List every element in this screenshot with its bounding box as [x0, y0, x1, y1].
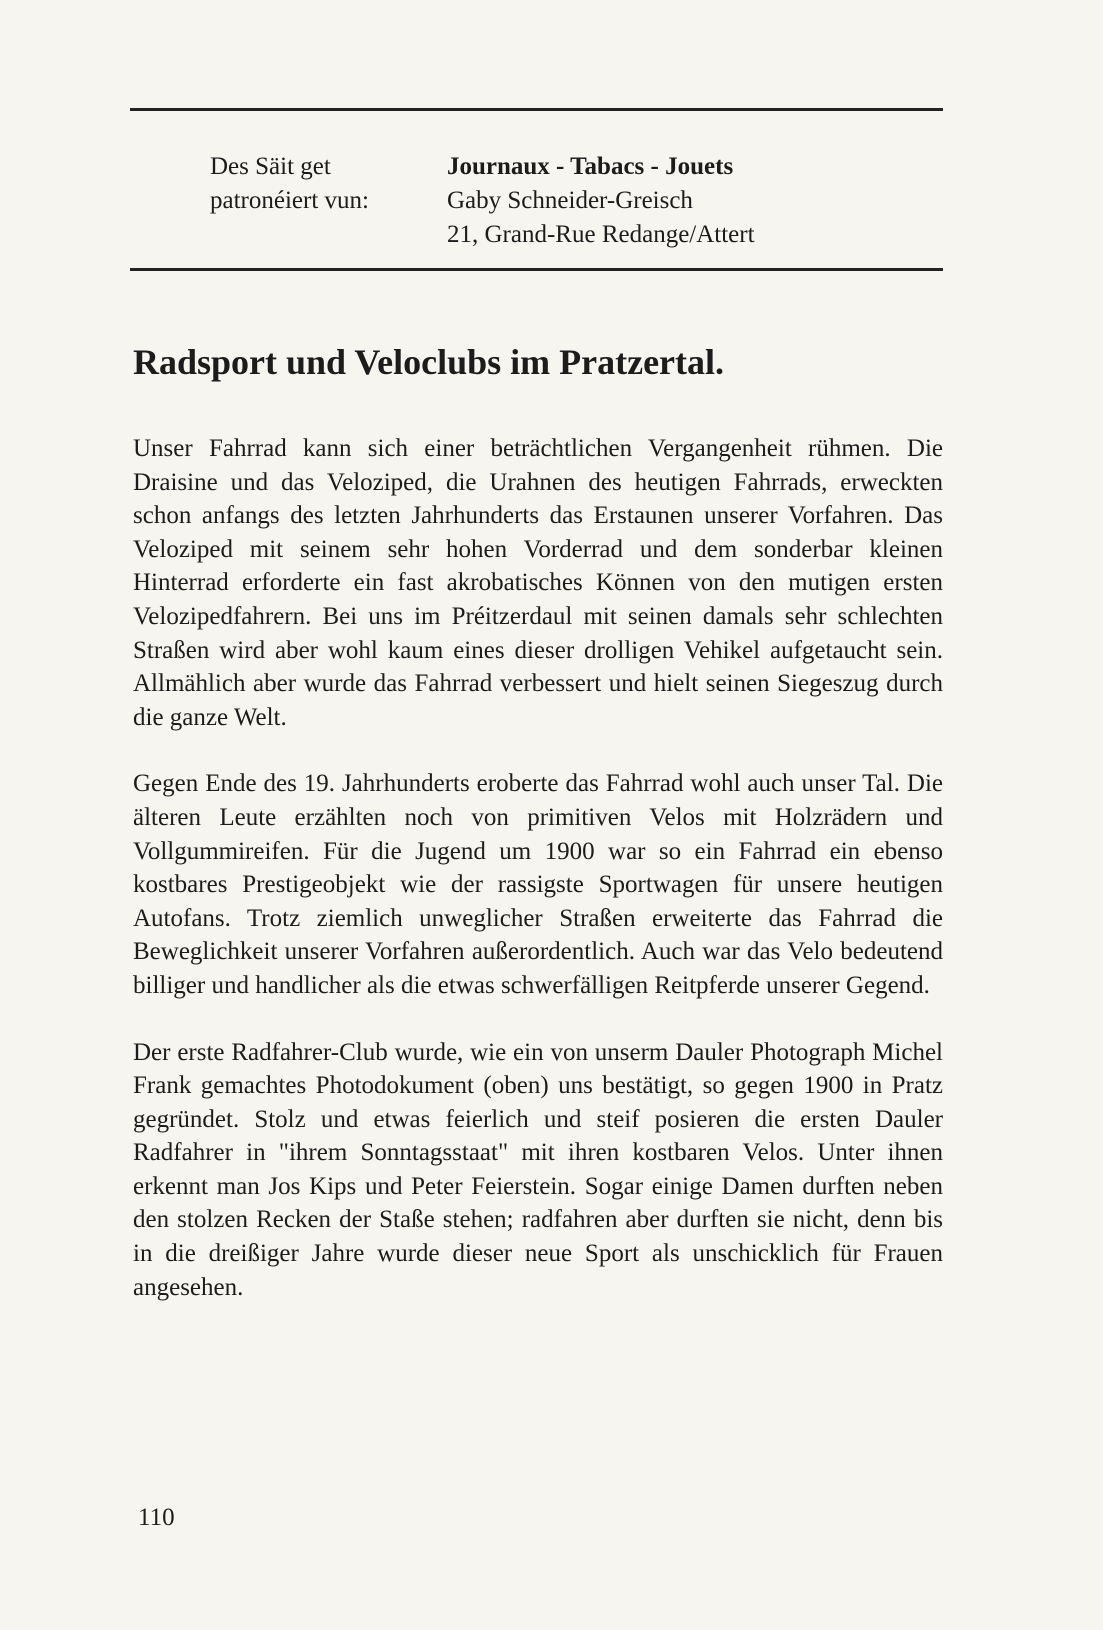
page-number: 110 [138, 1504, 175, 1531]
article-paragraph: Gegen Ende des 19. Jahrhunderts eroberte das Fahrrad wohl auch unser Tal. Die älteren Leute erzählten noch von primitiven Velos mit Holzrädern und Vollgummireifen. Für die Jugend um 1900 war so ein Fahrrad ein ebenso kostbares Prestigeobjekt wie der rassigste Sportwagen für unsere heutigen Autofans. Trotz ziemlich unweglicher Straßen erweiterte das Fahrrad die Beweglichkeit unserer Vorfahren außerordentlich. Auch war das Velo bedeutend billiger und handlicher als die etwas schwerfälligen Reitpferde unserer Gegend. [133, 770, 943, 999]
article-body [133, 432, 943, 1337]
article-title: Radsport und Veloclubs im Pratzertal. [133, 342, 725, 382]
sponsor-address: 21, Grand-Rue Redange/Attert [447, 221, 755, 248]
sponsor-label-line: patronéiert vun: [210, 187, 369, 214]
top-divider [130, 108, 943, 111]
article-paragraph: Unser Fahrrad kann sich einer beträchtlichen Vergangenheit rühmen. Die Draisine und das Veloziped, die Urahnen des heutigen Fahrrads, erweckten schon anfangs des letzten Jahrhunderts das Erstaunen unserer Vorfahren. Das Veloziped mit seinem sehr hohen Vorderrad und dem sonderbar kleinen Hinterrad erforderte ein fast akrobatisches Können von den mutigen ersten Velozipedfahrern. Bei uns im Préitzerdaul mit seinen damals sehr schlechten Straßen wird aber wohl kaum eines dieser drolligen Vehikel aufgetaucht sein. Allmählich aber wurde das Fahrrad verbessert und hielt seinen Siegeszug durch die ganze Welt. [133, 435, 943, 731]
sponsor-label-line: Des Säit get [210, 153, 331, 180]
sponsor-info [447, 150, 927, 252]
bottom-divider [130, 268, 943, 271]
sponsor-label [210, 150, 430, 218]
sponsor-business: Journaux - Tabacs - Jouets [447, 153, 734, 180]
article-paragraph: Der erste Radfahrer-Club wurde, wie ein von unserm Dauler Photograph Michel Frank gemachtes Photodokument (oben) uns bestätigt, so gegen 1900 in Pratz gegründet. Stolz und etwas feierlich und steif posieren die ersten Dauler Radfahrer in "ihrem Sonntagsstaat" mit ihren kostbaren Velos. Unter ihnen erkennt man Jos Kips und Peter Feierstein. Sogar einige Damen durften neben den stolzen Recken der Staße stehen; radfahren aber durften sie nicht, denn bis in die dreißiger Jahre wurde dieser neue Sport als unschicklich für Frauen angesehen. [133, 1038, 943, 1301]
sponsor-owner: Gaby Schneider-Greisch [447, 187, 693, 214]
sponsor-block [0, 150, 1103, 250]
